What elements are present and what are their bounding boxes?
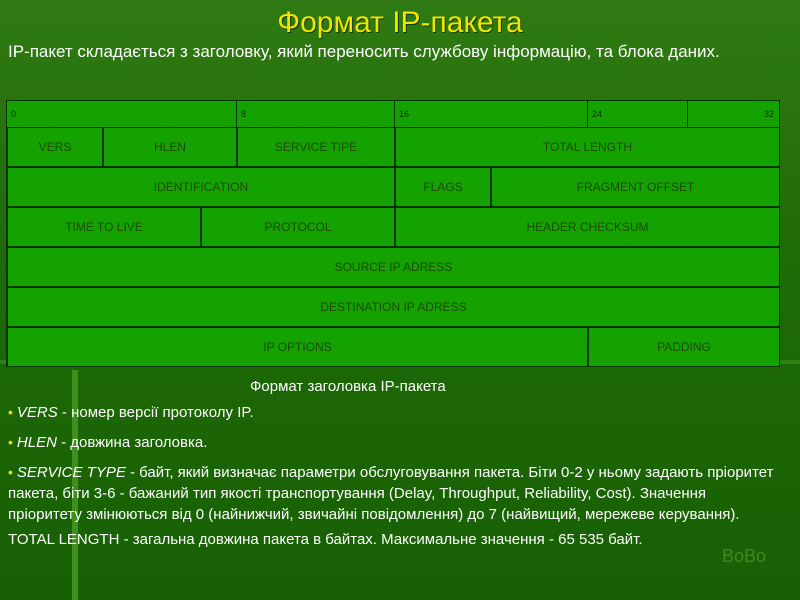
note-term: VERS (16, 404, 58, 421)
field-protocol: PROTOCOL (201, 207, 395, 247)
field-notes (8, 402, 778, 559)
field-fragment-offset: FRAGMENT OFFSET (491, 167, 780, 207)
bit-label-8: 8 (237, 101, 395, 127)
intro-text: IP-пакет складається з заголовку, який переносить службову інформацію, та блока даних. (8, 42, 720, 61)
bullet-icon: • (8, 404, 13, 420)
bit-ruler-row (7, 101, 779, 127)
field-identification: IDENTIFICATION (7, 167, 395, 207)
table-caption: Формат заголовка IP-пакета (250, 378, 446, 395)
note-term: SERVICE TYPE (16, 464, 126, 481)
note-text: - довжина заголовка. (56, 434, 208, 451)
note-service-type (8, 462, 778, 525)
note-text: - байт, який визначає параметри обслуговування пакета. Біти 0-2 у ньому задають пріоритет пакета, біти 3-6 - бажаний тип якості транспортування (Delay, Throughput, Reliability, Cost). Значення пріоритету змінюються від 0 (найнижчий, звичайні повідомлення) до 7 (найвищий, мережеве керування). (8, 464, 774, 523)
field-flags: FLAGS (395, 167, 491, 207)
note-term: HLEN (16, 434, 57, 451)
field-hlen: HLEN (103, 127, 237, 167)
field-vers: VERS (7, 127, 103, 167)
note-vers (8, 402, 778, 423)
field-destination-ip-address: DESTINATION IP ADRESS (7, 287, 780, 327)
field-time-to-live: TIME TO LIVE (7, 207, 201, 247)
field-service-type: SERVICE TIPE (237, 127, 395, 167)
bit-label-24: 24 (588, 101, 688, 127)
bit-label-16: 16 (395, 101, 588, 127)
ip-header-table (6, 100, 780, 367)
field-source-ip-address: SOURCE IP ADRESS (7, 247, 780, 287)
field-total-length: TOTAL LENGTH (395, 127, 780, 167)
bullet-icon: • (8, 434, 13, 450)
slide-title: Формат IP-пакета (277, 6, 523, 39)
field-ip-options: IP OPTIONS (7, 327, 588, 367)
note-total-length: TOTAL LENGTH - загальна довжина пакета в байтах. Максимальне значення - 65 535 байт. (8, 531, 643, 548)
field-header-checksum: HEADER CHECKSUM (395, 207, 780, 247)
field-padding: PADDING (588, 327, 780, 367)
note-text: - номер версії протоколу IP. (57, 404, 254, 421)
watermark-text: BoBo (722, 546, 767, 566)
bit-label-32: 32 (763, 109, 774, 119)
note-hlen (8, 432, 778, 453)
bullet-icon: • (8, 464, 13, 480)
bit-label-0: 0 (7, 101, 237, 127)
